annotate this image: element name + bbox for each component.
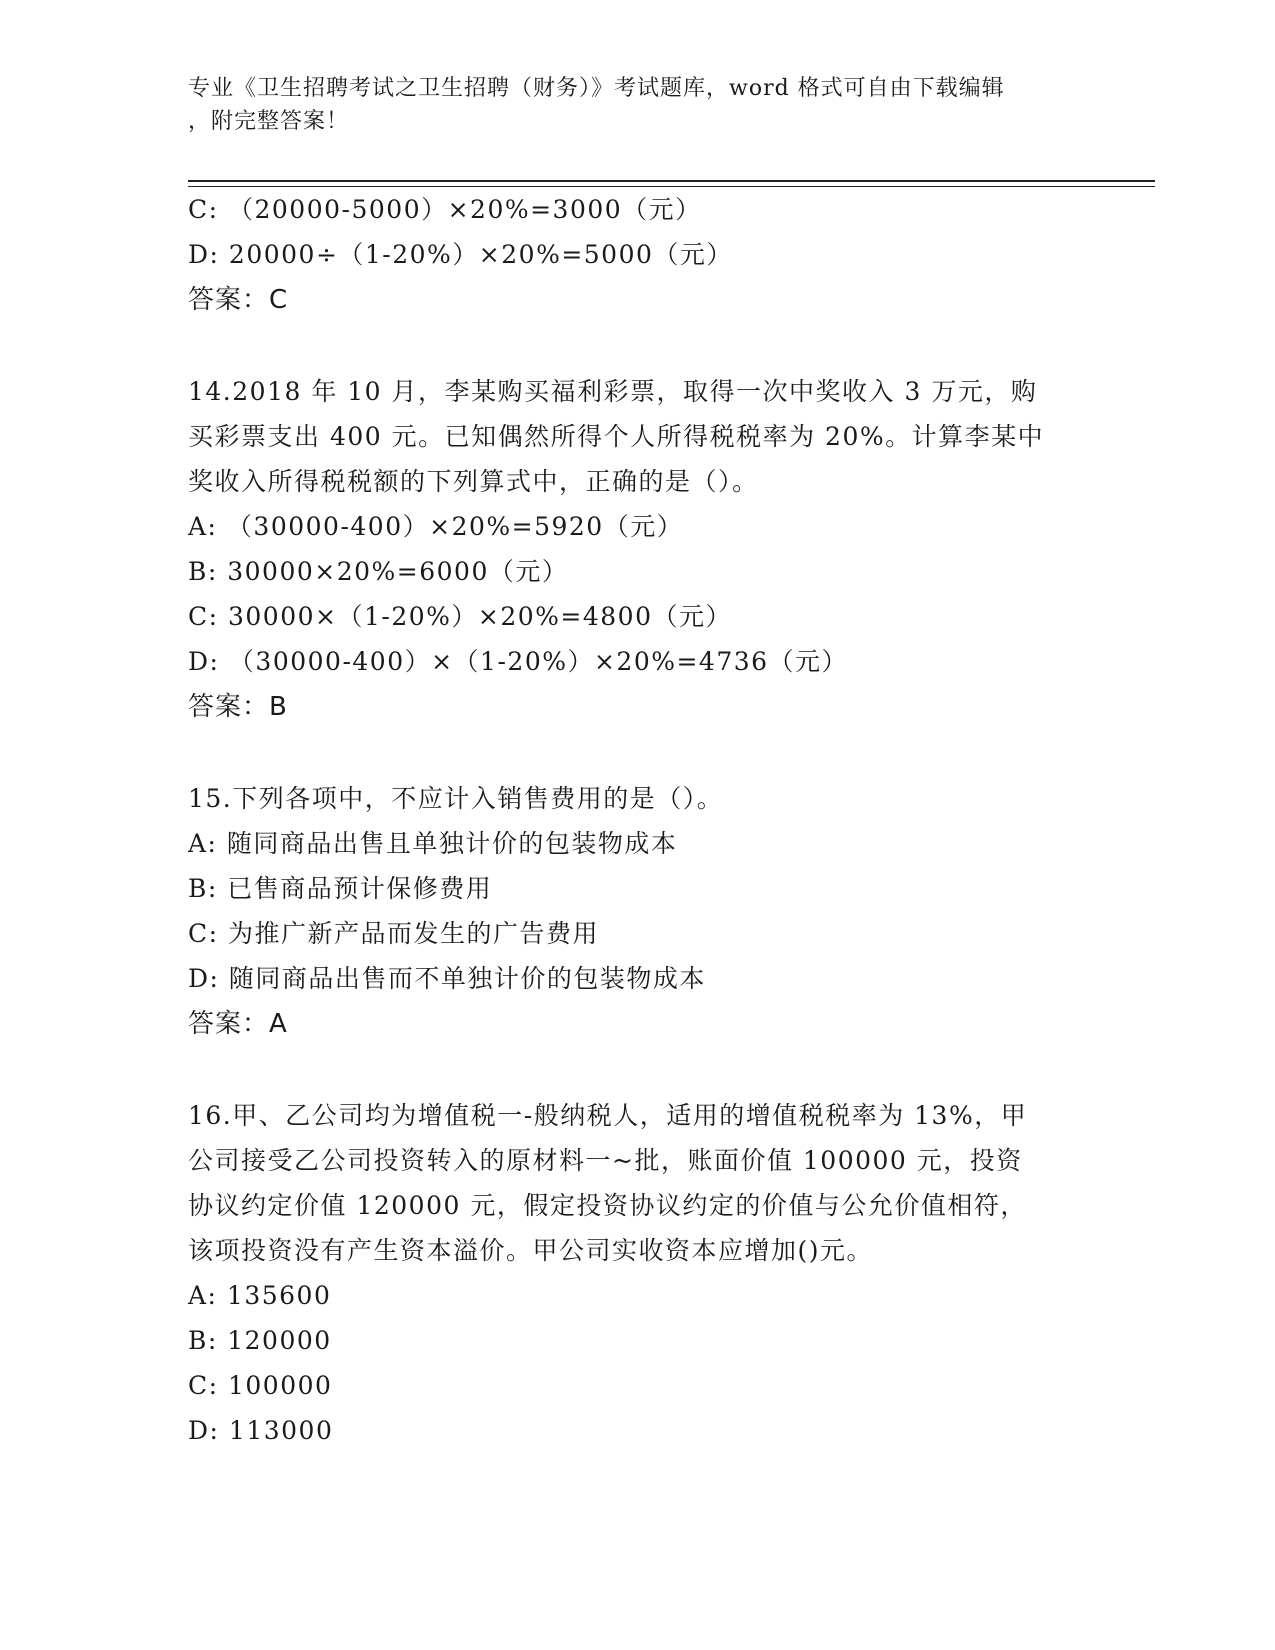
q15-option-c: C: 为推广新产品而发生的广告费用 [188,919,599,948]
header-line-2: ，附完整答案！ [188,109,350,134]
q16-option-b: B: 120000 [188,1326,332,1355]
q14-option-c: C: 30000×（1-20%）×20%=4800（元） [188,602,732,631]
q15-stem-line-1: 15.下列各项中，不应计入销售费用的是（）。 [188,784,724,813]
q16-stem-line-1: 16.甲、乙公司均为增值税一-般纳税人，适用的增值税税率为 13%，甲 [188,1101,1028,1130]
q15-option-a: A: 随同商品出售且单独计价的包装物成本 [188,829,678,858]
q14-stem-line-2: 买彩票支出 400 元。已知偶然所得个人所得税税率为 20%。计算李某中 [188,422,1045,451]
q14-option-b: B: 30000×20%=6000（元） [188,557,569,586]
q13-answer: 答案：C [188,285,289,315]
q16-stem-line-3: 协议约定价值 120000 元，假定投资协议约定的价值与公允价值相符， [188,1191,1027,1220]
header-line-1: 专业《卫生招聘考试之卫生招聘（财务）》考试题库，word 格式可自由下载编辑 [188,76,1005,101]
q15-option-b: B: 已售商品预计保修费用 [188,874,493,903]
header-divider-thick [188,180,1155,182]
q15-answer: 答案：A [188,1009,288,1039]
q14-stem-line-3: 奖收入所得税税额的下列算式中，正确的是（）。 [188,467,759,496]
q16-stem-line-4: 该项投资没有产生资本溢价。甲公司实收资本应增加()元。 [188,1236,874,1265]
q16-option-d: D: 113000 [188,1416,334,1445]
q14-option-d: D: （30000-400）×（1-20%）×20%=4736（元） [188,647,849,676]
q14-answer: 答案：B [188,692,288,722]
q13-option-c: C: （20000-5000）×20%=3000（元） [188,195,702,224]
q16-stem-line-2: 公司接受乙公司投资转入的原材料一~批，账面价值 100000 元，投资 [188,1146,1023,1175]
q14-option-a: A: （30000-400）×20%=5920（元） [188,512,684,541]
q16-option-c: C: 100000 [188,1371,333,1400]
document-header [188,72,1088,138]
q15-option-d: D: 随同商品出售而不单独计价的包装物成本 [188,964,706,993]
header-divider-thin [188,186,1155,187]
q16-option-a: A: 135600 [188,1281,332,1310]
q14-stem-line-1: 14.2018 年 10 月，李某购买福利彩票，取得一次中奖收入 3 万元，购 [188,377,1038,406]
q13-option-d: D: 20000÷（1-20%）×20%=5000（元） [188,240,733,269]
